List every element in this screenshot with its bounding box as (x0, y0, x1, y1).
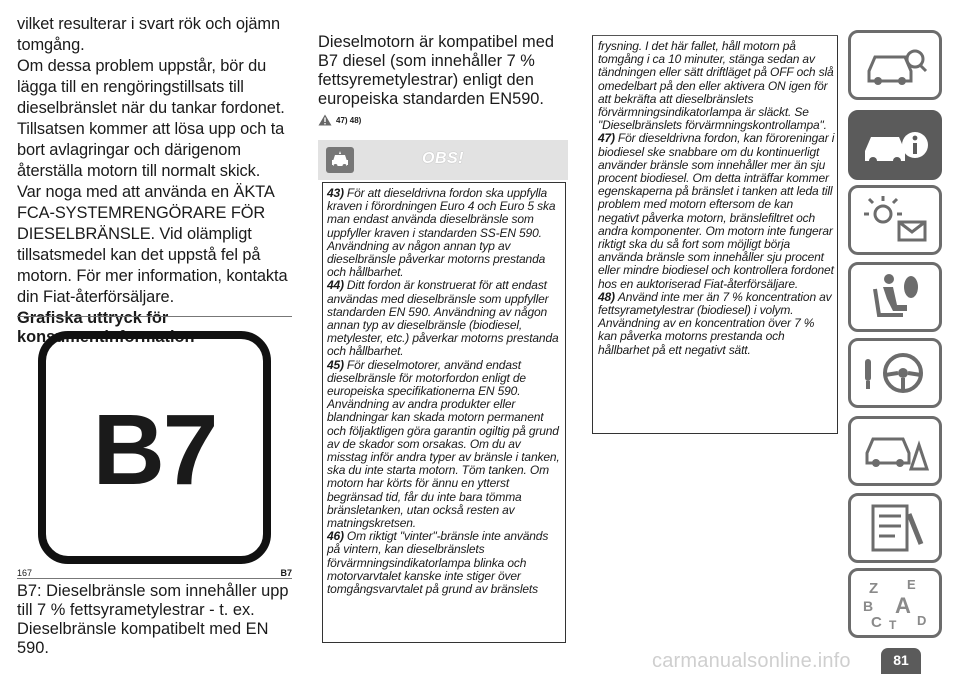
index-letter: C (871, 614, 882, 631)
figure-caption: B7: Dieselbränsle som innehåller upp till 7 % fettsyrametylestrar - t. ex. Dieselbränsle kompatibelt med EN 590. (17, 582, 289, 657)
obs-notes-box (322, 182, 566, 643)
index-letter: E (907, 577, 916, 592)
note (327, 279, 561, 358)
paragraph: Var noga med att använda en ÄKTA FCA-SYSTEMRENGÖRARE FÖR DIESELBRÄNSLE. Vid olämpligt tillsatsmedel kan det uppstå fel på motorn. För mer information, kontakta din Fiat-återförsäljare. (17, 183, 288, 306)
car-info-icon (859, 117, 931, 173)
tab-starting-driving[interactable] (848, 338, 942, 408)
note-text: För dieseldrivna fordon, kan föroreningar i biodiesel ske snabbare om du kontinuerligt använder bränsle som innehåller mer än sju procent biodiesel. Om detta inträffar kommer egenskaperna på bränslet i tanken att leda till problem med motorn eftersom de kan negativt påverka motorn, bränslefiltret och andra komponenter. Om motorn inte fungerar riktigt ska du så fort som möjligt börja använda bränsle som innehåller sju procent eller mindre biodiesel och kontrollera fordonet hos en auktoriserad Fiat-återförsäljare. (598, 131, 835, 291)
tab-maintenance[interactable] (848, 493, 942, 563)
watermark: carmanualsonline.info (652, 650, 851, 672)
note-number: 43) (327, 186, 344, 200)
note (327, 359, 561, 531)
note (327, 530, 561, 596)
airbag-seat-icon (859, 269, 931, 325)
note-number: 44) (327, 278, 344, 293)
b7-label-text: B7 (92, 393, 217, 506)
note-text: Om riktigt "vinter"-bränsle inte används på vintern, kan dieselbränslets förvärmningsindikatorlampa blinka och motorvarvtalet kanske inte stiger över tomgångsvarvtalet på grund av bränslets (327, 529, 549, 597)
index-letter: B (863, 598, 874, 614)
index-letter: T (889, 618, 897, 631)
figure-code: B7 (280, 568, 292, 578)
column-left (17, 14, 292, 347)
note-text: För dieselmotorer, använd endast dieselbränsle för motorfordon enligt de europeiska specifikationerna EN 590. Användning av andra produkter eller blandningar kan skada motorn permanent och följaktligen göra garantin ogiltig på grund av de skador som orsakas. Om du av misstag inför andra typer av bränsle i tanken, ska du inte starta motorn. Töm tanken. Om motorn har körts för ännu en ytterst begränsad tid, får du inte bara tömma bränsletanken, utan också resten av matningskretsen. (327, 357, 560, 531)
paragraph: vilket resulterar i svart rök och ojämn tomgång. (17, 15, 280, 54)
note-text: Använd inte mer än 7 % koncentration av fettsyrametylestrar (biodiesel) i volym. Användning av en koncentration över 7 % kan påverka motorns prestanda och hållbarhet på ett negativt sätt. (598, 289, 832, 357)
obs-header (318, 140, 568, 180)
tab-vehicle-info[interactable] (848, 110, 942, 180)
tab-emergency[interactable] (848, 416, 942, 486)
figure-number: 167 (17, 568, 33, 578)
warning-refs-text: 47) 48) (336, 115, 362, 125)
note-number: 48) (598, 289, 615, 304)
note-text: Ditt fordon är konstruerat för att endast användas med dieselbränsle som uppfyller standarden EN 590. Användning av någon annan typ av dieselbränsle (biodiesel, metylester, etc.) påverkar motorns prestanda och hållbarhet. (327, 278, 559, 359)
column-middle (318, 33, 568, 126)
section-heading: Grafiska uttryck för konsumentinformation (17, 309, 195, 346)
paragraph: Om dessa problem uppstår, bör du lägga till en rengöringstillsats till dieselbränslet när du tankar fordonet. Tillsatsen kommer att lösa upp och ta bort avlagringar och därigenom återställa motorn till normalt skick. (17, 57, 285, 180)
maintenance-checklist-icon (859, 500, 931, 556)
note (598, 132, 835, 290)
tab-safety[interactable] (848, 262, 942, 332)
note-continuation: frysning. I det här fallet, håll motorn på tomgång i ca 10 minuter, stänga sedan av tändningen eller sätt driftläget på OFF och slå omedelbart på den eller aktivera ON igen för att bekräfta att dieselbränslets förvärmningsindikatorlampa är släckt. Se "Dieselbränslets förvärmningskontrollampa". (598, 39, 834, 133)
note (327, 187, 561, 279)
alphabetical-index-icon (859, 575, 931, 631)
b7-figure (17, 316, 292, 579)
obs-title: OBS! (422, 150, 464, 167)
steering-wheel-icon (859, 345, 931, 401)
figure-divider (17, 578, 292, 579)
index-letter: A (895, 593, 911, 618)
note-number: 45) (327, 357, 344, 372)
column-right-notes-box (592, 36, 838, 434)
warning-references (318, 114, 568, 126)
intro-paragraph: Dieselmotorn är kompatibel med B7 diesel (som innehåller 7 % fettsyremetylestrar) enligt den europeiska standarden EN590. (318, 33, 554, 108)
warning-light-icon (859, 192, 931, 248)
note (598, 291, 835, 357)
index-letter: D (917, 613, 927, 628)
note-text: För att dieseldrivna fordon ska uppfylla kraven i förordningen Euro 4 och Euro 5 ska man endast använda dieselbränsle som uppfyller kraven i standarden SS-EN 590. Användning av någon annan typ av dieselbränsle påverkar motorns prestanda och hållbarhet. (327, 186, 556, 280)
page-number: 81 (881, 648, 921, 674)
index-letter: Z (869, 580, 879, 597)
note-number: 47) (598, 131, 615, 146)
b7-fuel-label (38, 331, 271, 564)
car-search-icon (859, 37, 931, 93)
note-number: 46) (327, 529, 344, 544)
warning-triangle-icon (318, 114, 332, 126)
tab-index[interactable] (848, 568, 942, 638)
car-breakdown-icon (859, 423, 931, 479)
tab-getting-to-know-car[interactable] (848, 30, 942, 100)
tab-warning-lights[interactable] (848, 185, 942, 255)
